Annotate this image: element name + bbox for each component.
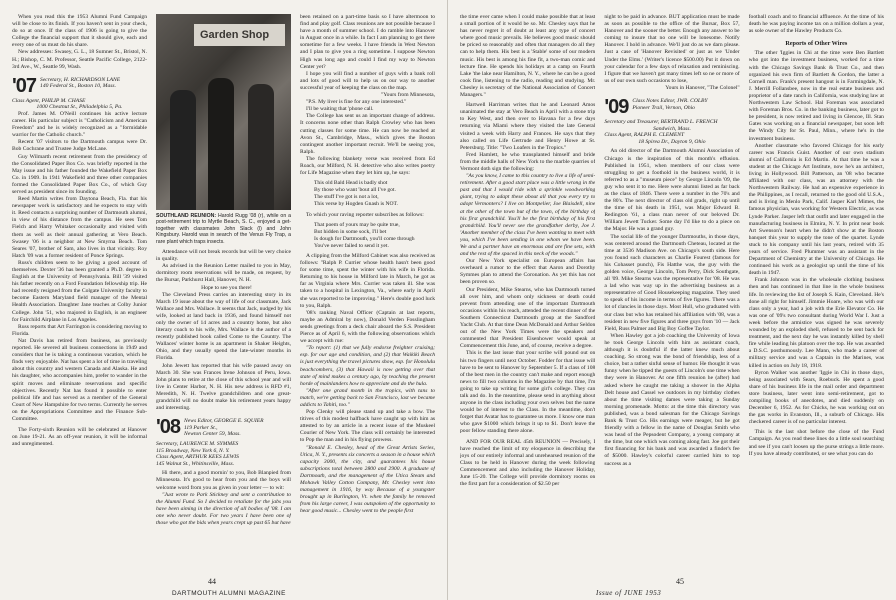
agent-address: 1000 Chestnut St., Philadelphia 5, Pa.: [36, 104, 123, 111]
paragraph: A clipping from the Milford Cabinet was also received as follows: "Ralph P. Currier whose health hasn't been good for some time, spent the winter with his wife in Florida. Returning to his house in Milford late in March, he got as far as Virginia where Mrs. Currier was taken ill. She was taken to a hospital in Lexington, Va., where early in April she was reported to be improving." Here's double good luck to you, Ralph.: [300, 253, 435, 309]
paragraph: The following blankety verse was received from Ed Roach, our Milford, N. H. detective who also writes poetry for Life Magazine when they let him up, he says:: [300, 155, 435, 177]
paragraph: I hope you will find a number of guys with a bank roll and lots of good will to help us on our way to another successful year of keeping the class on the map.: [300, 70, 435, 91]
paragraph: When you read this the 1953 Alumni Fund Campaign will be close to its finish. If you haven't sent in your check, do so at once. If the class of 1906 is going to give the College the financial support that it should give, each and every one of us must do his share.: [12, 14, 147, 49]
paragraph: This is the last issue that your scribe will pound out on his two fingers until next October. Fodder for that issue will have to be sent to Hanover by September 5. If a class of 108 of the best men in the country can't make and report enough news to fill two columns in the Magazine by that time, I'm going to take up writing for some girl's college. They can talk and do. In the meantime, please send in anything about anyone in the class including your own selves but the name would be of interest to the Class. In the meantime, don't forget that Avatar has to guarantee us more. I know one man who gave $1000 which brings it up to $1. Don't leave the poor fellow standing there alone.: [460, 350, 596, 435]
quoted-letter: "To report: (1) that we fully endorse freighter cruising; esp. for our age and condition, and (2) that Waikiki Beach is just everything the travel pictures show, esp. for Honolulu beachcombers, (3) that Hawaii is now getting over that state of mind makes a century ago, by teaching the present horde of mainlanders how to appreciate and do the hula.: [300, 345, 435, 387]
paragraph: "P.S. My liver is fine for any one interested.": [306, 99, 407, 106]
paragraph: John Jewett has reported that his wife passed away on March 30. She was Frances Irene Johnson of Peru, Iowa. John plans to retire at the close of this school year and will live in Center Harbor, N. H. His new address is RFD #1, Meredith, N. H. Twelve grandchildren and one great-grandchild will no doubt make his retirement years happy and interesting.: [156, 362, 291, 412]
quoted-letter: "Just wrote to Park Stickney and sent a contribution to the Alumni Fund. So I decided to retaliate for the jabs you have been aiming in the direction of all bodies of '08. I am one who never doubt. For two years I have been one of those who got the bids when years crept up past 65 but have: [156, 491, 291, 526]
magazine-title: DARTMOUTH ALUMNI MAGAZINE: [172, 590, 286, 597]
paragraph: AND FOR OUR REAL 45th REUNION — Precisely, I have reached the limit of my eloquence in describing the joys of our entirely informal and unrehearsed reunion of the Class to be held in Hanover during the week following Commencement and also including the Hanover Holiday, June 15-20. The College will provide dormitory rooms on the first part for a consideration of $2.50 per: [460, 438, 596, 488]
issue-label: Issue of JUNE 1953: [596, 589, 662, 597]
person-figure: [248, 84, 274, 210]
paragraph: The Forty-sixth Reunion will be celebrated at Hanover on June 19-21. As an off-year reunion, it will be informal and unregimented.: [12, 427, 147, 448]
paragraph: This is the last shot before the close of the Fund Campaign. As you read these lines do a little soul searching and see if you can't loosen up the purse strings a little more. If you have already contributed, or see what you can do: [748, 429, 884, 457]
left-column-2: [156, 14, 291, 569]
right-page: [448, 0, 896, 600]
secretary-address: Sandwich, Mass.: [653, 125, 691, 132]
paragraph: Guy Wilmarth recent retirement from the presidency of the Consolidated Paper Box Co. was briefly reported in the May issue and his father founded the Wakefield Paper Box Co. in 1909. In 1941 Wakefield and three other companies formed the Consolidated Paper Box Co., of which Guy served as president since its founding.: [12, 153, 147, 195]
class-year: '08: [156, 416, 181, 439]
secretary-address: 115 Broadway, New York 6, N. Y.: [156, 447, 230, 454]
page-number: 44: [208, 577, 216, 586]
class-heading-1907: [12, 74, 147, 97]
paragraph: night to be paid in advance. BUT application must be made as soon as possible to the office of the Bursar, Box 57, Hanover and the sooner the better. Enough any answer to be coming to insure that no one will be lonesome. Notify Hanover. I hold in advance. We'll just do as we darn please. Just a case of 'Hanover Revisited' or just as we 'Under Under the Elms.' (Writer's licence $500.00) Put it down on your calendar for a few days of relaxation and reminiscing. I figure that we haven't got many times left so ne or more of us of our own such occasions to lose,: [604, 14, 740, 84]
verse-line: The stuff I've got is not a lot,: [314, 194, 379, 201]
notes-editor-address: Pioneer Trail, Vernon, Ohio: [632, 104, 695, 111]
paragraph: Hope to see you there!: [201, 284, 252, 291]
paragraph: Byron Walker was another 'Iggie in Chi in those days, being associated with Sears, Roebuck. He spent a good share of his business life in the mail order and department store business, later went into semi-retirement, got to compiling books of anecdotes, and died suddenly on December 6, 1952. As for Chicks, he was working out on the gas works in Evanston, Ill., a suburb of Chicago. His checkered career is of no particular interest.: [748, 369, 884, 426]
paragraph: been retained on a part-time basis so I have altermoon to find and play golf. Class reunions are not possible because I have a month of summer school. I do ramble into Hanover in August once in a while. In fact I am planning to get there sometime for a few weeks. I have friends in West Newton and I plan to give you a ring sometime. I suppose Newton High was long ago and could I find my way to Newton Center yet?: [300, 14, 435, 70]
paragraph: Yours in Hanover, "The Colonel": [665, 84, 740, 91]
person-figure: [170, 90, 196, 210]
verse-line: This old Bald Head is badly shot: [314, 180, 388, 187]
news-editor-line: News Editor, GEORGE E. SQUIER: [184, 418, 264, 425]
verse-line: This verse by Hogden Gnash is NOT.: [314, 201, 398, 208]
paragraph: The Cleveland Press carries an interesting story in its March 19 issue about the way of life of our classmate, Jack Wallace and Mrs. Wallace. It seems that Jack, nudged by his wife, looked at land back in 1936, and found himself not only the owner of 14 acres and a country home, but also literary coach to his wife, Mrs. Wallace is the author of a recently published book called Come to the Country. The Wallaces' winter home is an apartment in Shaker Heights, Ohio, and they usually spend the late-winter months in Florida.: [156, 291, 291, 362]
news-editor-address: 119 Parker St.,: [184, 424, 218, 431]
paragraph: '08's ranking Naval Officer (Captain at last reports, maybe an Admiral by now), Donald Verden Fosslingham sends greetings from a deck chair aboard the S.S. President Pierce as of April 6, with the following observations which we accept with rue:: [300, 309, 435, 345]
paragraph: Nat Davis has retired from business, as previously reported. He severed all business connections in 1949 and considers that he is taking a continuous vacation, which he finds very enjoyable. Nat has spent a lot of time in traveling about this country and western Canada and Alaska. He and his daughter, who accompanies him, prefer to wander in the spirit moves and eliminate reservations and specific objectives. Recently Nat has found it possible to enter political life and has served as a member of the General Court of New Hampshire for two terms. Currently he serves on the Appropriations Committee and the Finance Sub-Committee.: [12, 337, 147, 422]
secretary-line: Secretary, LAURENCE M. SYMMES: [156, 440, 239, 447]
paragraph: To which your raving reporter subscribes as follows:: [306, 211, 424, 218]
paragraph: The social life of the younger Dartmouths, in those days, was centered around the Dartmouth Cheteau, located at the time at 3536 Madison Ave. on Chicago's south side. Here you found such characters as Charlie Fourest (famous for his Cohasset punch), Fis Hatthe was, the guy with the golden voice, George Lincoln, Tom Perry, Dick Southgate, all '09. Mike Stearns was the representative for '08. He was a lad who was way up in the advertising business as a representative of Good Housekeeping magazine. They used to speak of his income in terms of five figures. There was a lot of clancies in those days. Most Hull, who graduated with our class but who has retained his affiliation with '08, was a resident in new five figures and three guys from '10 — Jack Field, Russ Palmer and Big Boy Goffee Taylor.: [604, 233, 740, 332]
paragraph: An old director of the Dartmouth Alumni Association of Chicago is the inspiration of this month's effusion. Published in 1951, when members of our class were struggling to get a foothold in the business world, it is referred to as a "museum piece" by George Lincoln '09, the guy who sent it to me. Here were alumni listed as far back as the class of 1846. There were a number in the 70's and the 80's. The next director of class old grads, right up until the time of his death in 1951, was Major Edward B. Redington '61, a class man never of our beloved Dr. William Jewett Tucker. Some day I'd like to do a piece on the Major. He was a grand guy.: [604, 148, 740, 233]
paragraph: Reed Martin writes from Daytona Beach, Fla. that his newspaper work is satisfactory and he expects to stay with it. Reed contacts a surprising number of Dartmouth alumni, in view of his distance from the campus. He sees Tom Fielch and Harry Whitaker occasionally and visited with them as well as their annual gathering at Vero Beach. Swasey '06 is a neighbor at New Smyrna Beach. Tom Seares '07, brother of Sam, also lives in that vicinity. Roy Hatch '09 was a former resident of Ponce Springs.: [12, 196, 147, 259]
verse-line: But hidden in some sock, I'll bet: [314, 228, 387, 235]
paragraph: New addresses: Swasey, G. L., 18 Sumner St., Bristol, N. H.; Bishop, C. M. Professor, Seattle Pacific College, 2122-3rd Ave., W., Seattle 99, Wash.: [12, 49, 147, 70]
class-year: '09: [604, 96, 629, 119]
paragraph: The other 'Iggies in Chi at the time were Ben Bartlett who got into the investment business, worked for a time with the Chicago Savings Bank & Trust Co., and then organized his own firm of Bartlett & Gordon, the latter a Cornell man. Frank's present hangout is in Farmingdale, N. J. Merrill Follansbee, now in the real estate business and proprietor of a date ranch in California, was studying law at Northwestern Law School. Hal Foreman was associated with Foreman Bros. Co. in the banking business, later got to be president, is now retired and living in Glencoe, Ill. Stan Gates was working on a financial newspaper, but soon left the Windy City for St. Paul, Minn., where he's in the investment business.: [748, 50, 884, 142]
verse-block: [314, 180, 421, 208]
quoted-letter: "After one grand month in the tropics, with tans to match, we're getting back to San Francisco, last we became addicts to Tahiti, too.": [300, 387, 435, 408]
secretary-line: Secretary and Treasurer, BERTRAND L. FRENCH: [604, 119, 718, 126]
paragraph: Hartwell Harriman writes that he and Leonard Amos unanimated the stay at Vero Beach in April with a stone trip to Key West, and then over to Havana for a few days returning via Miami where they visited the late General visited a week with Harry and Frances. He says that they also called on Life Gertrude and Henry Howe at St. Petersburg. Title: "Two Loafers in the Tropics.": [460, 102, 596, 151]
paragraph: Another classmate who favored Chicago for his early career was Francis Guist. Another of our own stadium alumni of California is Ed Martin. At that time he was a student at the Chicago Art Institute, now he's an architect, living in Hollywood. Bill Patterson, an '08 who became affiliated with our class, was an attorney with the Northwestern Railway. He had an expensive experience in the Philippines, as I recall, returned to the good old U.S.A., and is living in Menlo Park, Calif. Jasper Karl Mimes, the famous physician, was working for Western Electric, as was Lynde Parker. Jasper left that outfit and later engaged in the manufacturing business in Elmira, N. Y. In print near book Art Swenson's heart when he didn't show at the Boston banquet this year to supply the tone of the quartet. Lynde stuck to his company until his last years, retired with 35 years of service. Fred Plummer was an assistant in the Department of Chemistry at the University of Chicago. He continued his work as a geologist up until the time of his death in 1947.: [748, 142, 884, 277]
person-figure: [208, 78, 234, 210]
section-heading: Reports of Other Wires: [785, 40, 848, 48]
left-column-3: [300, 14, 435, 569]
right-column-3: [749, 14, 884, 569]
agent-line: Class Agent, PHILIP M. CHASE: [12, 97, 86, 104]
paragraph: Russ's children seem to be giving a good account of themselves. Dexter '36 has been granted a Ph.D. degree in English at the University of Pennsylvania. Bill '39 visited his father recently on a Ford Foundation fellowship trip. He had recently resigned from the Colgate University faculty to become Eastern Maryland field manager of the Mental Health Association. Daughter Jane teaches at Colby Junior College. John '51, who majored in English, is an engineer for Fairchild Airplane in Los Angeles.: [12, 259, 147, 323]
verse-line: Is dough for Dartmouth, you'll come through: [314, 235, 415, 242]
page-number: 45: [676, 577, 684, 586]
class-heading-1909: [604, 96, 739, 119]
secretary-line: Secretary, H. RICHARDSON LANE: [40, 76, 121, 83]
agent-address: 18 Spirea Dr., Dayton 9, Ohio: [638, 138, 706, 145]
paragraph: Fred Hamlett, he who transplanted himself and bride from the middle halls of New York to the marble quarries of Vermont doth sign the following:: [460, 151, 596, 172]
agent-address: 145 Walnut St., Whitinsville, Mass.: [156, 460, 235, 467]
paragraph: Hi there, and a good mornin' to you, Bob Blanpied from Minnesota. It's good to hear from you and the boys will welcome word from you as given in your letter — to wit:: [156, 470, 291, 491]
verse-line: You've never failed to send it yet.: [314, 242, 389, 249]
quoted-article: "Ronald E. Chesley, head of the Great Artists Series, Utica, N. Y., presents six concerts a season in a house which capacity 3000, the city, and guarantees his house subscriptions total between 2800 and 2900. A graduate of Dartmouth, and the management of the Utica Steam and Mohawk Valley Cotton Company, Mr. Chesley went into management in 1916, by way Because of a youngster brought up in Burlington, Vt. when the family he removed from his large career, I was outspoken of the opportunity to hear good music... Chesley went to the people first: [300, 444, 435, 515]
secretary-address: 140 Federal St., Boston 10, Mass.: [40, 83, 116, 90]
left-column-1: [12, 14, 147, 569]
class-heading-1908: [156, 418, 291, 438]
agent-line: Class Agent, RALPH E. CLEMENT: [604, 132, 685, 139]
paragraph: I'll be waiting that 'phone call.: [306, 106, 374, 113]
paragraph: Our President, Mike Stearns, who has Dartmouth turned all over him, and whom only sickness or death could prevent from attending one of the important Dartmouth occasions within his reach, attended the recent dinner of the Southern Connecticut Dartmouth group at the Sandford Yacht Club. At that time Dean McDonald and Arthur Seldon out of the New York Times were the speakers and commented that President Eisenhower would speak at Commencement this June, and, of course, receive a degree.: [460, 286, 596, 350]
paragraph: Our New York specialist on European affairs has overheard a rumor to the effect that Aaron and Dorothy Symmes plan to attend the Coronation. As yet this has not been proven so.: [460, 258, 596, 286]
verse-line: That poem of yours may be quite true,: [314, 221, 400, 228]
right-column-2: [604, 14, 739, 569]
paragraph: "Yours from Minnesota,: [380, 92, 435, 99]
photo-sign: Garden Shop: [194, 24, 285, 46]
paragraph: Recent '07 visitors to the Dartmouth campus were Dr. Bob Cochrane and Trustee Judge McLane.: [12, 139, 147, 153]
verse-block: [314, 222, 421, 250]
reunion-photo: [156, 14, 291, 210]
paragraph: Russ reports that Art Farrington is considering moving to Florida.: [12, 323, 147, 337]
paragraph: As advised in the Reunion Letter mailed to you in May, dormitory room reservations will be made, on request, by the Bursar, Parkhurst Hall, Hanover, N. H.: [156, 263, 291, 284]
class-year: '07: [12, 74, 37, 97]
paragraph: Prof. James M. O'Neill continues his active lecture career. His particular subject is "Catholicism and American Freedom" and he is widely recognized as a "formidable warrior for the Catholic church.": [12, 110, 147, 139]
notes-editor-line: Class Notes Editor, JWR. COLBY: [632, 98, 708, 105]
quoted-letter: "As you know, I came to this country to live a life of semi-retirement. After a good start place was a little wrong in the past and that I would ride with a sprinkle woodworking giant, trying to adapt these about all that you every try to adopt Vermonters? I live on Montpelier, Joe Blaisdell, nine at the other of the town but of the town, of the birthday of his first grandchild. You'll be the first birthday of his first grandchild. You'll never see the grandfather derby, Joe J. 'Another member of the class I've been wanting to meet with you, which I've been sending in one whom we have been. We and a partner have an enormous and are fine sets, with and the rest of the spaced in this neck of the woods.": [460, 173, 596, 258]
news-editor-city: Newton Center 59, Mass.: [184, 431, 241, 438]
paragraph: Attendance will not break records but will be very choice in quality.: [156, 249, 291, 263]
paragraph: Frank Johnson was in the wholesale clothing business then and has continued in that line in the whole business life. In reviewing the list of Joseph S. Kain, Cleveland. He's done all right for himself. Jimmie Hoare, who was with our class only a year, had a job with the Erie Elevator Co. He was one of '09's two consultant during World War I. Just a week before the armistice was signed he was severely wounded by an exploded shell, refused to be sent back for treatment, and the next day he was instantly killed by shell fire while leading his platoon over the top. He was awarded a D.S.C. posthumously. Lee Mann, who made a career of military service and was a Captain in the Marines, was killed in action on July 18, 1918.: [748, 277, 884, 369]
paragraph: the time ever came when I could make possible that at least a small portion of it would be so. Mr. Chesley says that he has never regret it of doubt at least any type of concert where good music prevails. He believes good music should be priced so reasonably and often that managers do all they can to help them. His best is a 'Stable' some of our modern music. His best is among his fine fit, a two-man comic and lecture fine. He spends his holidays at a camp on Fourth Lake 'the lake near Hamilton, N. Y., where he can be a good cook fine, listening to the radio, reading and studying. Mr. Chesley is secretary of the National Association of Concert Managers.": [460, 14, 596, 99]
paragraph: football coach and to financial affluence. At the time of his death he was paying income tax on a million dollars a year, as sole owner of the Hawley Products Co.: [748, 14, 884, 35]
right-column-1: [460, 14, 595, 569]
photo-caption: SOUTHLAND REUNION: Harold Rugg '08 (r), while on a post-retirement trip to Myrtle Beach, S. C., enjoyed a get-together with classmates John Slack (l) and John Kingsbury. Harold was in search of the Venus Fly Trap, a rare plant which traps insects.: [156, 213, 291, 245]
paragraph: Pop Clenky will please stand up and take a bow. The titives of this modest halfback have caught up with him as attested to by an article in a recent issue of the Muskeel Courier of New York. The class will certainly be interested to Pop the man and in his flying prowess.: [300, 409, 435, 444]
paragraph: When Hawley got a job coaching the University of Iowa he took George Lincoln with him as assistant coach, although it is doubtful if the latter knew much about coaching. So strong was the bond of friendship, less of a choice, but a rather sinful sense of humor. He thought it was funny when he tipped the guests of Lincoln's one time when they were in Hanover. At one fifth reunion he (after) had asked where he caught me taking a shower in the Alpha Delt house and Cassel we outdoors in my birthday clothes about the time visiting dames were taking a Sunday morning promenade. Motto: at the time this directory was published, was a bond salesman for the Chicago Savings Bank & Trust Co. His earnings were meager, but he got friendly with a fellow in the name of Douglas Smith who was head of the Pepsodent Company, a young company at the time, but one which was coming along fast. Joe got their first financing for his bank and was awarded a finder's fee of $5000. Hawley's colorful career carried him to top success as a: [604, 332, 740, 467]
agent-line: Class Agent, ARTHUR KEES LEWIS: [156, 454, 239, 461]
verse-line: By those who want 'bout all I've got.: [314, 187, 396, 194]
paragraph: The College has sent us an important change of address. It concerns none other than Ralph Crowley who has been cutting classes for some time. He can now be reached at Avon St., Cambridge, Mass., which gives the Boston contingent another important recruit. We'll be seeing you, Ralph.: [300, 113, 435, 155]
